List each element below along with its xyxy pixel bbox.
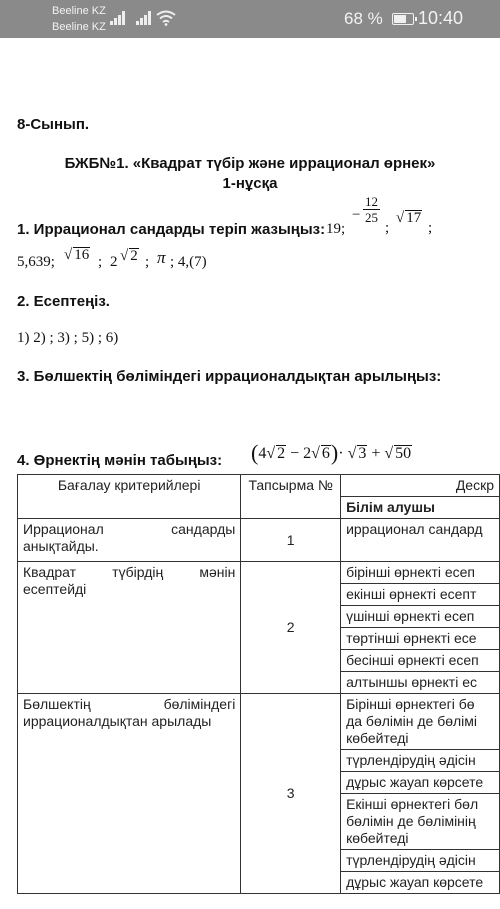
table-row (18, 694, 500, 750)
task-number-cell: 1 (241, 519, 341, 562)
header-task-no: Тапсырма № (241, 475, 341, 519)
task1-separator: ; (145, 254, 150, 270)
task1-sqrt2: √ 2 (120, 248, 138, 264)
criterion-cell: Бөлшектің бөліміндегі иррационалдықтан арылады (18, 694, 241, 894)
task1-sqrt16: √ 16 (64, 247, 90, 263)
descriptor-cell: екінші өрнекті есепт (341, 584, 500, 606)
task1-separator: ; (385, 220, 390, 236)
task-number-cell: 2 (241, 562, 341, 694)
carrier-label: Beeline KZ (52, 21, 106, 33)
task2-label: 2. Есептеңіз. (17, 293, 110, 310)
task1-number-5639: 5,639; (17, 254, 55, 270)
header-student: Білім алушы (341, 497, 500, 519)
descriptor-cell: Екінші өрнектегі бөл бөлімін де бөлімінің көбейтеді (341, 794, 500, 850)
task1-number-19: 19; (326, 221, 346, 237)
page-title: БЖБ№1. «Квадрат түбір және иррационал өрнек» (64, 155, 436, 172)
grade-label: 8-Сынып. (17, 116, 90, 133)
signal-icon (110, 11, 126, 25)
table-row (18, 562, 500, 584)
fraction-numerator: 12 (365, 194, 378, 209)
battery-level (394, 15, 406, 23)
task1-tail: ; 4,(7) (170, 254, 207, 270)
descriptor-cell: дұрыс жауап көрсете (341, 772, 500, 794)
task3-label: 3. Бөлшектің бөліміндегі иррационалдықтан арылыңыз: (17, 368, 442, 385)
task1-separator: ; (98, 254, 103, 270)
table-header-row (18, 475, 500, 497)
descriptor-cell: Бірінші өрнектегі бө да бөлімін де бөлімі көбейтеді (341, 694, 500, 750)
battery-icon (392, 13, 414, 25)
task-number-cell: 3 (241, 694, 341, 894)
descriptor-cell: түрлендірудің әдісін (341, 750, 500, 772)
task1-sqrt17: √ 17 (396, 210, 422, 226)
descriptor-cell: алтыншы өрнекті ес (341, 672, 500, 694)
fraction-denominator: 25 (365, 210, 378, 225)
status-bar (0, 0, 500, 38)
descriptor-cell: бірінші өрнекті есеп (341, 562, 500, 584)
task4-label: 4. Өрнектің мәнін табыңыз: (17, 452, 223, 469)
descriptor-cell: иррационал сандард (341, 519, 500, 562)
descriptor-cell: үшінші өрнекті есеп (341, 606, 500, 628)
task1-label: 1. Иррационал сандарды теріп жазыңыз: (17, 221, 326, 238)
task1-minus: − (352, 207, 361, 223)
variant-label: 1-нұсқа (222, 175, 278, 192)
signal-icon (136, 11, 152, 25)
descriptor-cell: дұрыс жауап көрсете (341, 872, 500, 894)
clock: 10:40 (418, 8, 464, 28)
descriptor-cell: төртінші өрнекті есе (341, 628, 500, 650)
task2-items: 1) 2) ; 3) ; 5) ; 6) (17, 330, 119, 346)
criterion-cell: Иррационал сандарды анықтайды. (18, 519, 241, 562)
task1-separator: ; (428, 220, 433, 236)
task1-fraction (362, 194, 381, 225)
descriptor-cell: бесінші өрнекті есеп (341, 650, 500, 672)
descriptor-cell: түрлендірудің әдісін (341, 850, 500, 872)
task1-coefficient: 2 (110, 254, 118, 270)
criterion-cell: Квадрат түбірдің мәнін есептейді (18, 562, 241, 694)
task1-pi: π (157, 248, 166, 267)
carrier-label: Beeline KZ (52, 5, 106, 17)
header-descriptor: Дескр (341, 475, 500, 497)
task4-expression: (4√ 2 − 2√ 6)· √ 3 + √ 50 (251, 440, 412, 465)
battery-percent: 68 % (344, 9, 383, 28)
wifi-icon (156, 10, 176, 26)
table-row (18, 519, 500, 562)
assessment-table (17, 474, 500, 894)
header-criteria: Бағалау критерийлері (18, 475, 241, 519)
